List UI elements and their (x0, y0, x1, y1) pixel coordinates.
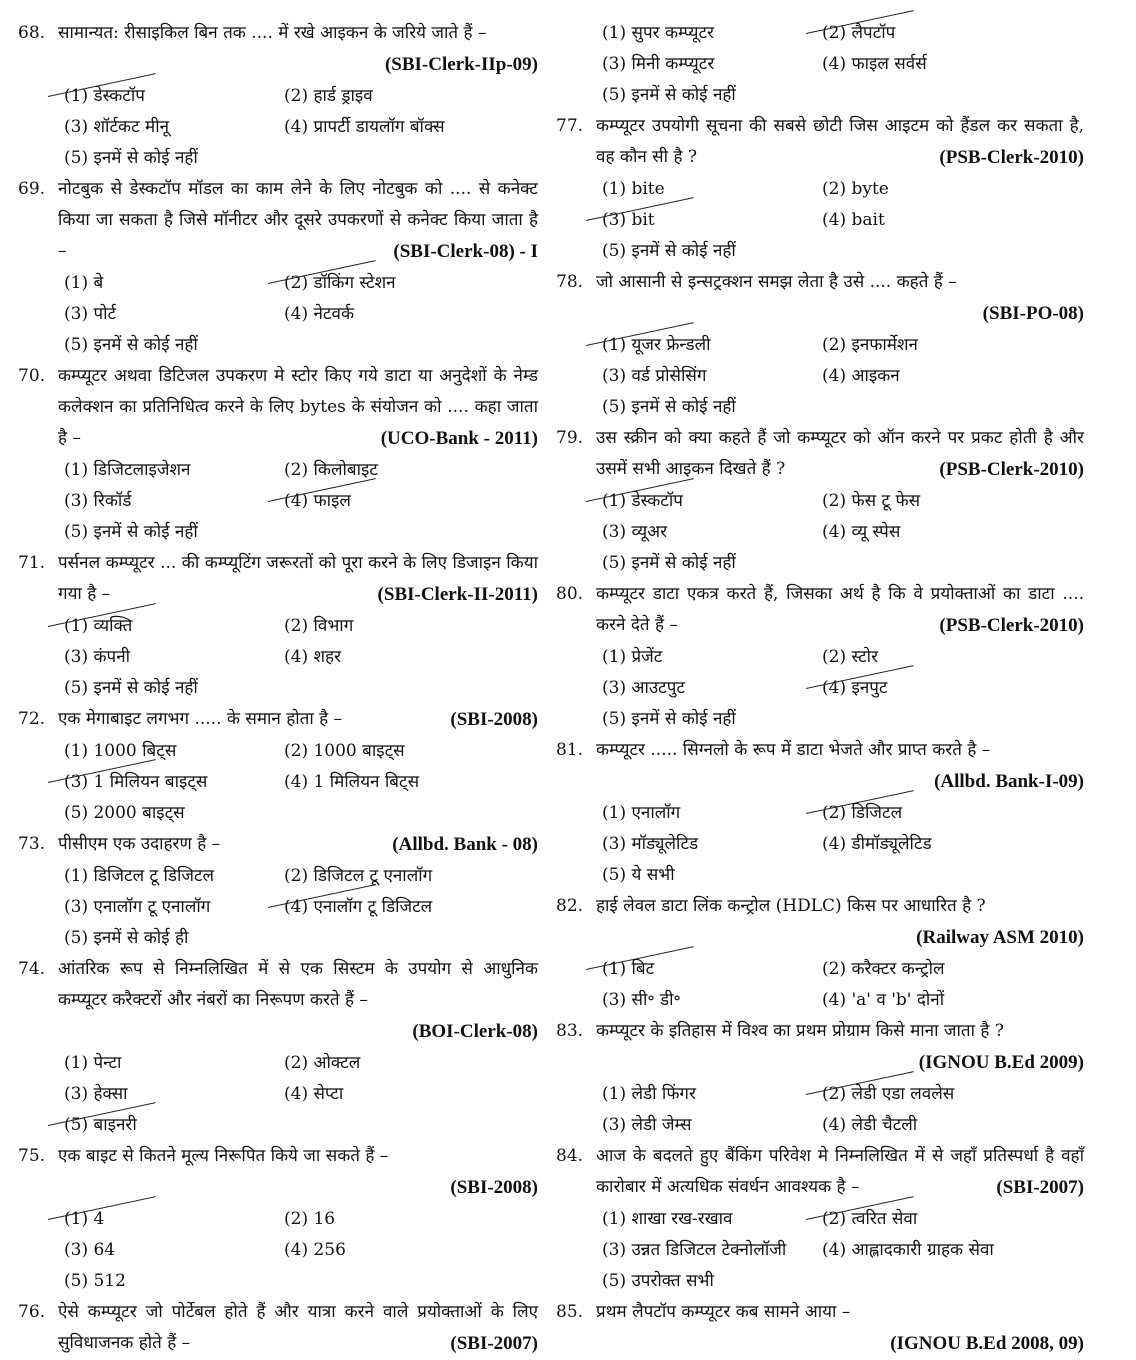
question-number: 83. (556, 1021, 584, 1041)
answer-options (556, 642, 1084, 735)
question-stem (18, 1141, 538, 1172)
answer-option: (3) सी॰ डी॰ (602, 990, 681, 1010)
exam-source: (Allbd. Bank - 08) (392, 834, 538, 855)
question-stem (556, 423, 1084, 486)
answer-options (556, 798, 1084, 891)
answer-option-marked: (4) एनालॉग टू डिजिटल (284, 892, 538, 923)
question-76 (18, 1297, 538, 1360)
answer-option: (4) डीमॉड्यूलेटिड (822, 834, 932, 854)
answer-option: (3) रिकॉर्ड (64, 491, 132, 511)
answer-option: (3) मिनी कम्प्यूटर (602, 54, 715, 74)
question-text (58, 1297, 538, 1360)
answer-option: (4) सेप्टा (284, 1084, 344, 1104)
right-column (556, 18, 1084, 1360)
question-number: 85. (556, 1302, 584, 1322)
answer-option: (2) ओक्टल (284, 1053, 361, 1073)
answer-option: (2) स्टोर (822, 647, 879, 667)
question-number: 69. (18, 179, 46, 199)
question-75 (18, 1141, 538, 1297)
answer-option: (5) इनमें से कोई नहीं (602, 241, 736, 261)
answer-options (18, 1204, 538, 1297)
question-number: 79. (556, 428, 584, 448)
question-stem (556, 1016, 1084, 1047)
answer-option: (5) ये सभी (602, 865, 675, 885)
answer-option-marked: (4) फाइल (284, 486, 538, 517)
answer-option-marked: (5) बाइनरी (64, 1110, 538, 1141)
answer-option: (4) फाइल सर्वर्स (822, 54, 927, 74)
question-80 (556, 579, 1084, 735)
answer-option: (5) 512 (64, 1271, 126, 1291)
answer-option: (4) bait (822, 210, 885, 230)
exam-source: (IGNOU B.Ed 2009) (918, 1052, 1084, 1073)
answer-options (18, 736, 538, 829)
question-stem (556, 579, 1084, 642)
question-number: 68. (18, 23, 46, 43)
answer-option: (2) इनफार्मेशन (822, 335, 918, 355)
answer-option-marked: (4) इनपुट (822, 673, 1084, 704)
question-text (596, 1016, 1084, 1047)
answer-option-marked: (1) 4 (64, 1204, 284, 1235)
answer-option: (4) नेटवर्क (284, 304, 354, 324)
question-number: 75. (18, 1146, 46, 1166)
answer-options (18, 268, 538, 361)
question-text-body: आज के बदलते हुए बैंकिंग परिवेश मे निम्नलिखित में से जहाँ प्रतिस्पर्धा है वहाँ कारोबार में अत्यधिक संवर्धन आवश्यक है – (596, 1146, 1084, 1197)
question-text-body: एक बाइट से कितने मूल्य निरूपित किये जा सकते हैं – (58, 1146, 389, 1166)
question-text (596, 423, 1084, 486)
answer-option: (5) 2000 बाइट्स (64, 803, 185, 823)
answer-options (556, 1079, 1084, 1141)
question-82 (556, 891, 1084, 1016)
answer-option: (5) इनमें से कोई नहीं (64, 148, 198, 168)
answer-option: (4) प्रापर्टी डायलॉग बॉक्स (284, 117, 445, 137)
answer-options (18, 611, 538, 704)
answer-options (18, 1048, 538, 1141)
answer-option: (3) हेक्सा (64, 1084, 128, 1104)
answer-option: (5) इनमें से कोई नहीं (64, 678, 198, 698)
question-text-body: पीसीएम एक उदाहरण है – (58, 834, 221, 854)
answer-option-marked: (2) लैपटॉप (822, 18, 1084, 49)
question-78 (556, 267, 1084, 423)
exam-source: (SBI-Clerk-II-2011) (377, 584, 538, 605)
answer-option: (2) किलोबाइट (284, 460, 378, 480)
exam-source: (PSB-Clerk-2010) (939, 147, 1084, 168)
question-84 (556, 1141, 1084, 1297)
question-number: 80. (556, 584, 584, 604)
answer-option: (5) उपरोक्त सभी (602, 1271, 714, 1291)
answer-option: (3) एनालॉग टू एनालॉग (64, 897, 211, 917)
exam-source: (BOI-Clerk-08) (412, 1021, 538, 1042)
answer-option: (3) कंपनी (64, 647, 131, 667)
answer-option: (2) 1000 बाइट्स (284, 741, 405, 761)
answer-option: (5) इनमें से कोई नहीं (602, 709, 736, 729)
question-85 (556, 1297, 1084, 1360)
question-number: 82. (556, 896, 584, 916)
answer-option: (4) 256 (284, 1240, 346, 1260)
answer-option-marked: (2) लेडी एडा लवलेस (822, 1079, 1084, 1110)
answer-option: (1) एनालॉग (602, 803, 681, 823)
question-stem (18, 704, 538, 736)
question-number: 77. (556, 116, 584, 136)
question-stem (18, 1297, 538, 1360)
answer-options (18, 455, 538, 548)
question-text (58, 1141, 538, 1172)
question-stem (18, 361, 538, 455)
answer-option: (2) byte (822, 179, 889, 199)
answer-option-marked: (1) यूजर फ्रेन्डली (602, 330, 822, 361)
answer-option: (1) बे (64, 273, 104, 293)
answer-option: (1) प्रेजेंट (602, 647, 663, 667)
exam-source: (UCO-Bank - 2011) (380, 428, 538, 449)
question-text-body: पर्सनल कम्प्यूटर ... की कम्प्यूटिंग जरूरतों को पूरा करने के लिए डिजाइन किया गया है – (58, 553, 538, 604)
exam-source: (PSB-Clerk-2010) (939, 459, 1084, 480)
question-number: 71. (18, 553, 46, 573)
answer-option: (3) वर्ड प्रोसेसिंग (602, 366, 707, 386)
answer-option: (4) लेडी चैटली (822, 1115, 918, 1135)
answer-option: (4) शहर (284, 647, 342, 667)
question-text-body: आंतरिक रूप से निम्नलिखित में से एक सिस्टम के उपयोग से आधुनिक कम्प्यूटर करैक्टरों और नंबरों का निरूपण करते हैं – (58, 959, 538, 1010)
question-72 (18, 704, 538, 829)
answer-option: (1) लेडी फिंगर (602, 1084, 696, 1104)
question-text (596, 111, 1084, 174)
answer-options (556, 486, 1084, 579)
answer-option-marked: (1) व्यक्ति (64, 611, 284, 642)
question-text (58, 18, 538, 49)
question-number: 74. (18, 959, 46, 979)
question-text-body: एक मेगाबाइट लगभग ..... के समान होता है – (58, 709, 343, 729)
answer-option: (1) शाखा रख-रखाव (602, 1209, 733, 1229)
question-text (58, 704, 538, 736)
question-text (58, 829, 538, 861)
answer-option: (3) पोर्ट (64, 304, 117, 324)
exam-source: (SBI-2008) (450, 709, 538, 730)
question-70 (18, 361, 538, 548)
exam-source: (IGNOU B.Ed 2008, 09) (890, 1333, 1084, 1354)
answer-option: (1) 1000 बिट्स (64, 741, 177, 761)
question-text-body: उस स्क्रीन को क्या कहते हैं जो कम्प्यूटर को ऑन करने पर प्रकट होती है और उसमें सभी आइकन दिखते हैं ? (596, 428, 1084, 479)
answer-option-marked: (1) डेस्कटॉप (602, 486, 822, 517)
question-text-body: सामान्यत: रीसाइकिल बिन तक .... में रखे आइकन के जरिये जाते हैं – (58, 23, 487, 43)
answer-options (556, 1204, 1084, 1297)
question-stem (556, 1141, 1084, 1204)
answer-option: (3) आउटपुट (602, 678, 685, 698)
question-stem (556, 111, 1084, 174)
question-text (596, 579, 1084, 642)
answer-option: (3) 64 (64, 1240, 116, 1260)
question-text-body: नोटबुक से डेस्कटॉप मॉडल का काम लेने के लिए नोटबुक को .... से कनेक्ट किया जा सकता है जिसे मॉनीटर और दूसरे उपकरणों से कनेक्ट किया जाता है – (58, 179, 538, 261)
question-number: 81. (556, 740, 584, 760)
exam-source: (Railway ASM 2010) (916, 927, 1084, 948)
answer-options (556, 954, 1084, 1016)
question-continued (556, 18, 1084, 111)
question-79 (556, 423, 1084, 579)
answer-options (18, 81, 538, 174)
exam-source: (PSB-Clerk-2010) (939, 615, 1084, 636)
question-text-body: कम्प्यूटर ..... सिग्नलो के रूप में डाटा भेजते और प्राप्त करते है – (596, 740, 991, 760)
question-text (596, 1141, 1084, 1204)
answer-option: (4) व्यू स्पेस (822, 522, 901, 542)
answer-option: (1) सुपर कम्प्यूटर (602, 23, 714, 43)
answer-options (556, 174, 1084, 267)
question-stem (18, 18, 538, 49)
question-stem (18, 174, 538, 268)
answer-option-marked: (1) डेस्कटॉप (64, 81, 284, 112)
answer-option: (5) इनमें से कोई नहीं (64, 335, 198, 355)
question-stem (556, 891, 1084, 922)
question-74 (18, 954, 538, 1141)
exam-source: (Allbd. Bank-I-09) (934, 771, 1084, 792)
question-69 (18, 174, 538, 361)
question-81 (556, 735, 1084, 891)
question-71 (18, 548, 538, 704)
question-text-body: ऐसे कम्प्यूटर जो पोर्टेबल होते हैं और यात्रा करने वाले प्रयोक्ताओं के लिए सुविधाजनक होते हैं – (58, 1302, 538, 1353)
exam-source: (SBI-Clerk-IIp-09) (384, 54, 538, 75)
question-83 (556, 1016, 1084, 1141)
answer-option: (3) शॉर्टकट मीनू (64, 117, 170, 137)
answer-option: (1) bite (602, 179, 665, 199)
question-text (58, 954, 538, 1016)
answer-option: (2) फेस टू फेस (822, 491, 921, 511)
answer-option: (3) मॉड्यूलेटिड (602, 834, 699, 854)
answer-options (18, 861, 538, 954)
answer-option-marked: (1) बिट (602, 954, 822, 985)
answer-options (556, 18, 1084, 111)
question-text (58, 174, 538, 268)
question-number: 70. (18, 366, 46, 386)
question-text (596, 267, 1084, 298)
answer-options (556, 330, 1084, 423)
question-stem (556, 1297, 1084, 1328)
answer-option: (3) व्यूअर (602, 522, 668, 542)
question-text (58, 361, 538, 455)
question-text (596, 891, 1084, 922)
answer-option: (5) इनमें से कोई नहीं (602, 553, 736, 573)
exam-source: (SBI-PO-08) (982, 303, 1084, 324)
question-text (58, 548, 538, 611)
exam-source: (SBI-2007) (996, 1177, 1084, 1198)
exam-source: (SBI-2008) (450, 1177, 538, 1198)
question-text-body: कम्प्यूटर डाटा एकत्र करते हैं, जिसका अर्थ है कि वे प्रयोक्ताओं का डाटा .... करने देते हैं – (596, 584, 1084, 635)
question-number: 76. (18, 1302, 46, 1322)
answer-option: (2) हार्ड ड्राइव (284, 86, 373, 106)
question-text-body: प्रथम लैपटॉप कम्प्यूटर कब सामने आया – (596, 1302, 851, 1322)
question-68 (18, 18, 538, 174)
question-stem (18, 829, 538, 861)
answer-option-marked: (2) डॉकिंग स्टेशन (284, 268, 538, 299)
question-text (596, 735, 1084, 766)
answer-option: (4) आह्लादकारी ग्राहक सेवा (822, 1240, 994, 1260)
answer-option: (1) डिजिटल टू डिजिटल (64, 866, 215, 886)
answer-option-marked: (3) 1 मिलियन बाइट्स (64, 767, 284, 798)
answer-option: (2) करैक्टर कन्ट्रोल (822, 959, 945, 979)
answer-option: (4) आइकन (822, 366, 900, 386)
answer-option-marked: (2) त्वरित सेवा (822, 1204, 1084, 1235)
question-text-body: कम्प्यूटर अथवा डिटिजल उपकरण मे स्टोर किए गये डाटा या अनुदेशों के नेम्ड कलेक्शन का प्रतिनिधित्व करने के लिए bytes के संयोजन को .... कहा जाता है – (58, 366, 538, 448)
question-number: 78. (556, 272, 584, 292)
answer-option: (2) विभाग (284, 616, 354, 636)
answer-option: (5) इनमें से कोई नहीं (64, 522, 198, 542)
question-number: 84. (556, 1146, 584, 1166)
question-number: 73. (18, 834, 46, 854)
question-73 (18, 829, 538, 954)
exam-source: (SBI-Clerk-08) - I (393, 241, 538, 262)
answer-option: (3) लेडी जेम्स (602, 1115, 692, 1135)
question-77 (556, 111, 1084, 267)
question-text-body: जो आसानी से इन्सट्रक्शन समझ लेता है उसे .... कहते हैं – (596, 272, 957, 292)
question-text-body: हाई लेवल डाटा लिंक कन्ट्रोल (HDLC) किस पर आधारित है ? (596, 896, 986, 916)
question-stem (18, 954, 538, 1016)
answer-option: (5) इनमें से कोई नहीं (602, 85, 736, 105)
question-text-body: कम्प्यूटर उपयोगी सूचना की सबसे छोटी जिस आइटम को हैंडल कर सकता है, वह कौन सी है ? (596, 116, 1084, 167)
answer-option: (1) पेन्टा (64, 1053, 122, 1073)
question-stem (18, 548, 538, 611)
answer-option: (4) 'a' व 'b' दोनों (822, 990, 945, 1010)
answer-option: (5) इनमें से कोई नहीं (602, 397, 736, 417)
exam-source: (SBI-2007) (450, 1333, 538, 1354)
answer-option: (2) 16 (284, 1209, 336, 1229)
answer-option: (1) डिजिटलाइजेशन (64, 460, 191, 480)
left-column (18, 18, 538, 1360)
answer-option: (2) डिजिटल टू एनालॉग (284, 866, 433, 886)
answer-option-marked: (2) डिजिटल (822, 798, 1084, 829)
question-stem (556, 267, 1084, 298)
answer-option: (4) 1 मिलियन बिट्स (284, 772, 420, 792)
question-stem (556, 735, 1084, 766)
answer-option-marked: (3) bit (602, 205, 822, 236)
answer-option: (5) इनमें से कोई ही (64, 928, 189, 948)
question-text-body: कम्प्यूटर के इतिहास में विश्व का प्रथम प्रोग्राम किसे माना जाता है ? (596, 1021, 1004, 1041)
question-number: 72. (18, 709, 46, 729)
question-text (596, 1297, 1084, 1328)
answer-option: (3) उन्नत डिजिटल टेक्नोलॉजी (602, 1240, 787, 1260)
